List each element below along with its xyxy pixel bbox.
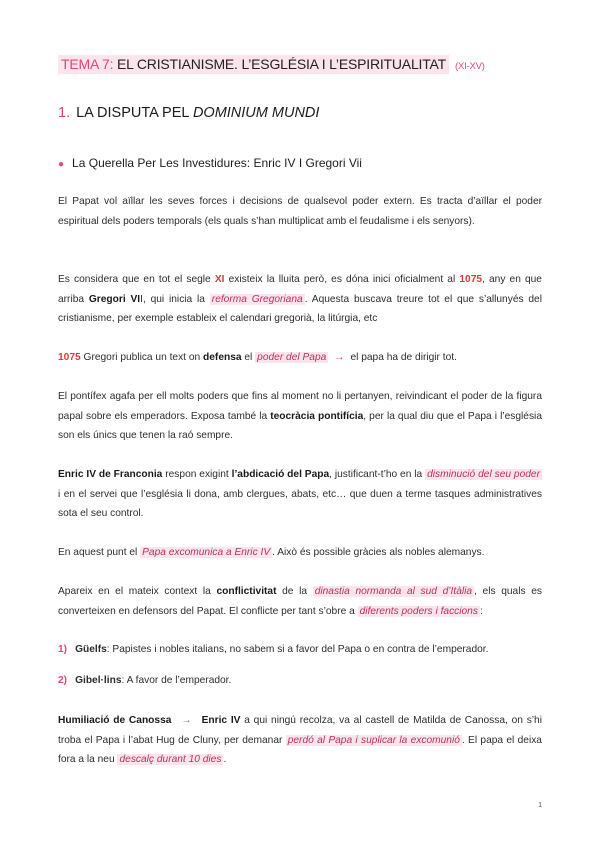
p7-text-c: , els quals es converteixen en defensors del Papat. El conflicte per tant s’obre a (58, 586, 542, 617)
arrow-icon: → (334, 352, 345, 363)
paragraph-7 (58, 582, 542, 621)
subsection-label: La Querella Per Les Investidures: Enric IV I Gregori Vii (72, 156, 362, 170)
paragraph-2 (58, 270, 542, 329)
paragraph-5 (58, 465, 542, 524)
section-label-italic: DOMINIUM MUNDI (192, 105, 320, 121)
title-tema: TEMA 7: (61, 56, 114, 72)
p8-descalc: descalç durant 10 dies (119, 754, 222, 765)
p2-text-d: I, qui inicia la (140, 293, 205, 305)
p5-text-b: , justificant-t’ho en la (329, 469, 423, 480)
p8-text-b: . El papa el deixa fora a la neu (58, 734, 542, 765)
p2-gregori: Gregori VI (88, 293, 141, 305)
p2-reforma: reforma Gregoriana (211, 293, 303, 305)
list-term: Güelfs (75, 644, 107, 655)
p3-text-b: el (244, 352, 253, 363)
paragraph-8 (58, 711, 542, 770)
p2-text-c: , any en que arriba (58, 274, 542, 305)
p2-year: 1075 (459, 274, 483, 285)
paragraph-1: El Papat vol aïllar les seves forces i decisions de qualsevol poder extern. Es tracta d’aïllar el poder espiritual dels poders temporals (els quals s’han multiplicat amb el feudalisme i els senyors). (58, 196, 542, 227)
title-dates: (XI-XV) (454, 61, 485, 72)
p7-text-d: : (479, 605, 483, 617)
p3-defensa: defensa (203, 352, 242, 363)
page-title (58, 56, 485, 75)
p7-dinastia: dinastia normanda al sud d’Itàlia (314, 586, 473, 597)
arrow-icon: → (181, 715, 192, 726)
list-number: 2) (58, 675, 68, 686)
list-term: Gibel·lins (75, 675, 122, 686)
p3-poder: poder del Papa (257, 352, 327, 363)
p6-papa: Papa excomunica a Enric IV (142, 547, 271, 558)
p5-text-c: i en el servei que l’església li dona, amb clergues, abats, etc… que duen a terme tasques administratives sota el seu control. (58, 488, 542, 519)
p8-perdo: perdó al Papa i suplicar la excomunió (287, 734, 460, 746)
p6-text-a: En aquest punt el (58, 547, 138, 558)
paragraph-4 (58, 387, 542, 446)
p4-text-a: El pontífex agafa per ell molts poders que fins al moment no li pertanyen, reivindicant el poder de la figura papal sobre els emperadors. Exposa també la (58, 391, 542, 422)
p7-diferents: diferents poders i faccions (359, 605, 478, 617)
p5-disminucio: disminució del seu poder (427, 469, 540, 480)
page-number: 1 (538, 800, 543, 809)
p2-text-b: existeix la lluita però, es dóna inici oficialment al (228, 274, 456, 285)
bullet-icon: ● (58, 159, 65, 170)
title-main: EL CRISTIANISME. L’ESGLÉSIA I L’ESPIRITUALITAT (117, 56, 446, 72)
p4-teocracia: teocràcia pontifícia (270, 410, 364, 422)
list-number: 1) (58, 644, 68, 655)
p2-century: XI (214, 274, 225, 285)
p5-text-a: respon exigint (165, 469, 229, 480)
list-text: : Papistes i nobles italians, no sabem si a favor del Papa o en contra de l’emperador. (106, 644, 489, 655)
paragraph-6 (58, 543, 542, 563)
p7-text-a: Apareix en el mateix context la (58, 586, 211, 597)
list-item (58, 671, 542, 691)
p3-text-a: Gregori publica un text on (83, 352, 201, 363)
subsection-heading (58, 156, 362, 170)
p4-text-b: , per la qual diu que el Papa i l’església son els únics que tenen la raó sempre. (58, 410, 542, 441)
p7-text-b: de la (282, 586, 308, 597)
title-highlight (58, 55, 449, 74)
section-number: 1. (58, 105, 71, 121)
p3-text-c: el papa ha de dirigir tot. (350, 352, 457, 363)
p5-enric: Enric IV de Franconia (58, 469, 163, 480)
list-text: : A favor de l’emperador. (121, 675, 232, 686)
p8-enric: Enric IV (201, 715, 241, 726)
section-heading (58, 105, 319, 121)
p5-abdicacio: l’abdicació del Papa (231, 469, 330, 480)
p8-text-c: . (223, 754, 227, 765)
p2-text-e: . Aquesta buscava treure tot el que s’allunyés del cristianisme, per exemple estableix el calendari gregorià, la litúrgia, etc (58, 293, 542, 324)
p3-year: 1075 (58, 352, 81, 363)
p8-text-a: a qui ningú recolza, va al castell de Matilda de Canossa, on s’hi troba el Papa i l’abat Hug de Cluny, per demanar (58, 715, 542, 746)
p7-conflictivitat: conflictivitat (216, 586, 277, 597)
section-label: LA DISPUTA PEL (76, 105, 189, 121)
p2-text-a: Es considera que en tot el segle (58, 274, 211, 285)
p6-text-b: . Això és possible gràcies als nobles alemanys. (272, 547, 485, 558)
paragraph-3 (58, 348, 542, 368)
p8-humiliacio: Humiliació de Canossa (58, 715, 172, 726)
list-item (58, 640, 542, 660)
